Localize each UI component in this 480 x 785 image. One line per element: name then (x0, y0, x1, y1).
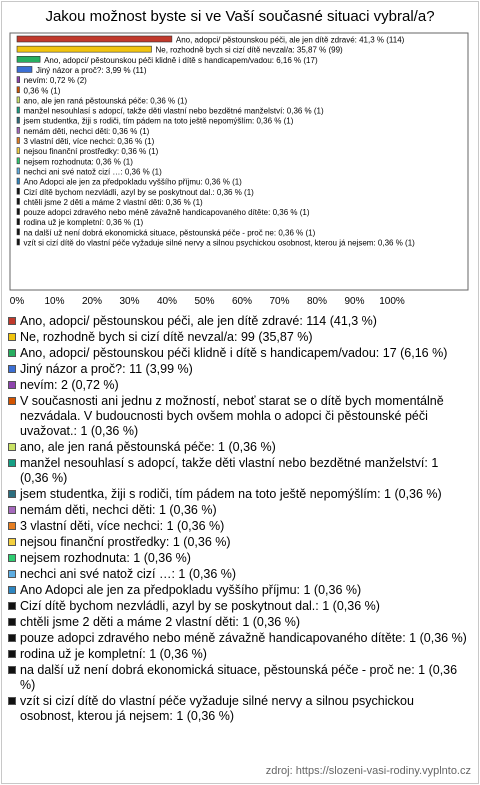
bar-12 (17, 158, 20, 164)
bar-label-19: na další už není dobrá ekonomická situace, pěstounská péče - proč ne: 0,36 % (1) (23, 228, 316, 238)
legend-item (8, 631, 470, 646)
legend-label: Ano Adopci ale jen za předpokladu vyššího příjmu: 1 (0,36 %) (20, 583, 362, 597)
legend-label: pouze adopci zdravého nebo méně závažně handicapovaného dítěte: 1 (0,36 %) (20, 631, 467, 645)
bar-9 (17, 127, 20, 133)
legend-swatch (8, 522, 16, 530)
legend-swatch (8, 697, 16, 705)
bar-5 (17, 87, 20, 93)
legend-label: ano, ale jen raná pěstounská péče: 1 (0,36 %) (20, 440, 276, 454)
bar-13 (17, 168, 20, 174)
bar-0 (17, 36, 172, 42)
legend-item (8, 599, 470, 614)
bar-label-3: Jiný názor a proč?: 3,99 % (11) (35, 65, 147, 75)
legend-label: 3 vlastní děti, více nechci: 1 (0,36 %) (20, 519, 225, 533)
legend-label: V současnosti ani jednu z možností, neboť starat se o dítě bych momentálně nezvádala. V budoucnosti bych ovšem mohla o adopci či pěstounské péči uvažovat.: 1 (0,36 %) (20, 394, 444, 438)
x-tick-3: 30% (119, 296, 140, 307)
bar-20 (17, 239, 20, 245)
x-tick-4: 40% (156, 296, 178, 307)
legend-item (8, 615, 470, 630)
x-tick-1: 10% (44, 296, 65, 307)
bar-6 (17, 97, 20, 103)
bar-label-10: 3 vlastní děti, více nechci: 0,36 % (1) (23, 137, 155, 146)
legend-swatch (8, 490, 16, 498)
x-tick-2: 20% (81, 296, 103, 307)
legend-swatch (8, 554, 16, 562)
legend-label: Cizí dítě bychom nezvládli, azyl by se poskytnout dal.: 1 (0,36 %) (20, 599, 380, 613)
bar-label-5: 0,36 % (1) (23, 86, 61, 96)
legend-label: Ano, adopci/ pěstounskou péči klidně i dítě s handicapem/vadou: 17 (6,16 %) (20, 346, 448, 360)
legend-swatch (8, 459, 16, 467)
legend-label: jsem studentka, žiji s rodiči, tím pádem na toto ještě nepomýšlím: 1 (0,36 %) (20, 487, 442, 501)
bar-label-20: vzít si cizí dítě do vlastní péče vyžaduje silné nervy a silnou psychickou osobnost, kterou já nejsem: 0,36 % (1) (23, 238, 415, 248)
bar-19 (17, 229, 20, 235)
bar-label-17: pouze adopci zdravého nebo méně závažně handicapovaného dítěte: 0,36 % (1) (23, 208, 310, 218)
bar-label-2: Ano, adopci/ pěstounskou péči klidně i dítě s handicapem/vadou: 6,16 % (17) (44, 55, 318, 65)
bar-label-4: nevím: 0,72 % (2) (23, 76, 87, 86)
legend-item (8, 330, 470, 345)
bar-label-6: ano, ale jen raná pěstounská péče: 0,36 % (1) (23, 96, 188, 106)
legend-label: nemám děti, nechci děti: 1 (0,36 %) (20, 503, 217, 517)
bar-18 (17, 219, 20, 225)
legend-item (8, 694, 470, 724)
legend-item (8, 519, 470, 534)
legend-swatch (8, 317, 16, 325)
x-tick-8: 80% (306, 296, 328, 307)
bar-3 (17, 66, 32, 72)
bar-label-14: Ano Adopci ale jen za předpokladu vyššího příjmu: 0,36 % (1) (23, 177, 242, 187)
legend-item (8, 647, 470, 662)
x-tick-6: 60% (231, 296, 253, 307)
legend-label: Jiný názor a proč?: 11 (3,99 %) (20, 362, 193, 376)
legend-item (8, 346, 470, 361)
source-label: zdroj: https://slozeni-vasi-rodiny.vyplnto.cz (265, 765, 471, 777)
legend-swatch (8, 381, 16, 389)
legend-item (8, 362, 470, 377)
legend-item (8, 394, 470, 439)
legend-item (8, 503, 470, 518)
legend-item (8, 440, 470, 455)
bar-10 (17, 138, 20, 144)
bar-label-9: nemám děti, nechci děti: 0,36 % (1) (23, 126, 150, 136)
bar-4 (17, 77, 20, 83)
bar-label-8: jsem studentka, žiji s rodiči, tím pádem na toto ještě nepomýšlím: 0,36 % (1) (23, 116, 294, 126)
bar-1 (17, 46, 152, 52)
bar-16 (17, 198, 20, 204)
x-tick-0: 0% (9, 296, 25, 307)
legend-item (8, 583, 470, 598)
legend-swatch (8, 365, 16, 373)
legend-swatch (8, 602, 16, 610)
bar-17 (17, 209, 20, 215)
bar-11 (17, 148, 20, 154)
legend-label: nevím: 2 (0,72 %) (20, 378, 119, 392)
chart-title: Jakou možnost byste si ve Vaší současné situaci vybral/a? (45, 8, 435, 25)
bar-chart (0, 0, 480, 312)
x-tick-7: 70% (269, 296, 290, 307)
legend-swatch (8, 634, 16, 642)
legend-label: vzít si cizí dítě do vlastní péče vyžaduje silné nervy a silnou psychickou osobnost, kterou já nejsem: 1 (0,36 %) (20, 694, 414, 723)
bar-label-15: Cizí dítě bychom nezvládli, azyl by se poskytnout dal.: 0,36 % (1) (23, 187, 254, 197)
legend-label: nejsou finanční prostředky: 1 (0,36 %) (20, 535, 231, 549)
bar-label-1: Ne, rozhodně bych si cizí dítě nevzal/a: 35,87 % (99) (155, 45, 343, 55)
bar-label-18: rodina už je kompletní: 0,36 % (1) (23, 218, 144, 228)
legend-label: Ano, adopci/ pěstounskou péči, ale jen dítě zdravé: 114 (41,3 %) (20, 314, 377, 328)
legend-label: nechci ani své natož cizí …: 1 (0,36 %) (20, 567, 237, 581)
legend-swatch (8, 618, 16, 626)
legend-label: rodina už je kompletní: 1 (0,36 %) (20, 647, 207, 661)
legend-swatch (8, 443, 16, 451)
bar-label-16: chtěli jsme 2 děti a máme 2 vlastní děti: 0,36 % (1) (23, 197, 203, 207)
bar-14 (17, 178, 20, 184)
legend-swatch (8, 397, 16, 405)
legend-item (8, 535, 470, 550)
x-tick-9: 90% (344, 296, 365, 307)
bar-label-12: nejsem rozhodnuta: 0,36 % (1) (23, 157, 133, 167)
bar-label-0: Ano, adopci/ pěstounskou péči, ale jen dítě zdravé: 41,3 % (114) (175, 35, 405, 45)
legend-item (8, 487, 470, 502)
legend-label: manžel nesouhlasí s adopcí, takže děti vlastní nebo bezdětné manželství: 1 (0,36 %) (20, 456, 439, 485)
legend-label: chtěli jsme 2 děti a máme 2 vlastní děti: 1 (0,36 %) (20, 615, 300, 629)
legend-label: nejsem rozhodnuta: 1 (0,36 %) (20, 551, 191, 565)
legend-swatch (8, 666, 16, 674)
legend-swatch (8, 538, 16, 546)
legend-swatch (8, 570, 16, 578)
legend-item (8, 314, 470, 329)
bar-2 (17, 56, 40, 62)
legend-item (8, 551, 470, 566)
bar-label-7: manžel nesouhlasí s adopcí, takže děti vlastní nebo bezdětné manželství: 0,36 % (1) (23, 106, 324, 116)
legend-item (8, 378, 470, 393)
legend-swatch (8, 349, 16, 357)
legend-item (8, 567, 470, 582)
legend-swatch (8, 333, 16, 341)
legend-item (8, 456, 470, 486)
legend-swatch (8, 586, 16, 594)
legend-label: na další už není dobrá ekonomická situace, pěstounská péče - proč ne: 1 (0,36 %) (20, 663, 458, 692)
bar-7 (17, 107, 20, 113)
legend-label: Ne, rozhodně bych si cizí dítě nevzal/a: 99 (35,87 %) (20, 330, 313, 344)
chart-legend (8, 314, 470, 725)
bar-8 (17, 117, 20, 123)
bar-label-13: nechci ani své natož cizí …: 0,36 % (1) (23, 167, 162, 177)
legend-item (8, 663, 470, 693)
legend-swatch (8, 650, 16, 658)
legend-swatch (8, 506, 16, 514)
bar-label-11: nejsou finanční prostředky: 0,36 % (1) (23, 147, 159, 157)
bar-15 (17, 188, 20, 194)
x-tick-10: 100% (379, 296, 405, 307)
x-tick-5: 50% (194, 296, 215, 307)
